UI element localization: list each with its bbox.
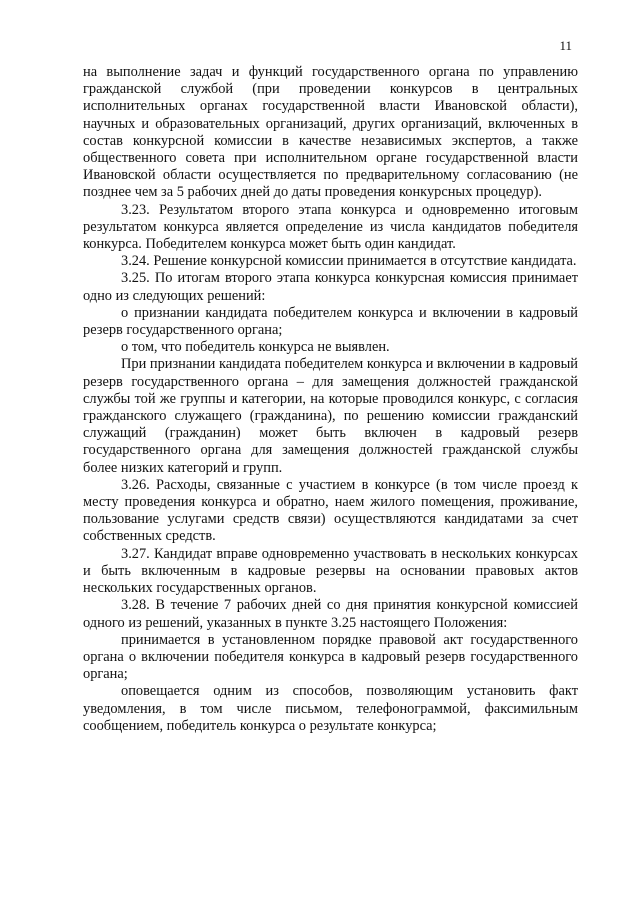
paragraph-reserve-note: При признании кандидата победителем конкурса и включении в кадровый резерв государственного органа – для замещения должностей гражданской службы той же группы и категории, на которые проводился конкурс, с согласия гражданского служащего (гражданина), по решению комиссии гражданский служащий (гражданин) может быть включен в кадровый резерв государственного органа для замещения должностей гражданской службы более низких категорий и групп. xyxy=(83,356,578,476)
document-body xyxy=(83,64,578,735)
paragraph-decision-winner: о признании кандидата победителем конкурса и включении в кадровый резерв государственного органа; xyxy=(83,304,578,339)
paragraph-3-24: 3.24. Решение конкурсной комиссии принимается в отсутствие кандидата. xyxy=(121,253,577,270)
paragraph-3-28: 3.28. В течение 7 рабочих дней со дня принятия конкурсной комиссией одного из решений, указанных в пункте 3.25 настоящего Положения: xyxy=(83,597,578,631)
paragraph-legal-act: принимается в установленном порядке правовой акт государственного органа о включении победителя конкурса в кадровый резерв государственного органа; xyxy=(83,631,578,683)
paragraph-decision-no-winner: о том, что победитель конкурса не выявлен. xyxy=(121,339,390,356)
page-number: 11 xyxy=(559,38,572,53)
paragraph-3-25: 3.25. По итогам второго этапа конкурса конкурсная комиссия принимает одно из следующих решений: xyxy=(83,270,578,304)
paragraph-notification: оповещается одним из способов, позволяющим установить факт уведомления, в том числе письмом, телефонограммой, факсимильным сообщением, победитель конкурса о результате конкурса; xyxy=(83,683,578,734)
paragraph: на выполнение задач и функций государственного органа по управлению гражданской службой (при проведении конкурсов в центральных исполнительных органах государственной власти Ивановской области), научных и образовательных организаций, других организаций, включенных в состав конкурсной комиссии в качестве независимых экспертов, а также общественного совета при исполнительном органе государственной власти Ивановской области осуществляется по предварительному согласованию (не позднее чем за 5 рабочих дней до даты проведения конкурсных процедур). xyxy=(83,64,578,201)
paragraph-3-27: 3.27. Кандидат вправе одновременно участвовать в нескольких конкурсах и быть включенным в кадровые резервы на основании правовых актов нескольких государственных органов. xyxy=(83,545,578,597)
paragraph-3-23: 3.23. Результатом второго этапа конкурса и одновременно итоговым результатом конкурса является определение из числа кандидатов победителя конкурса. Победителем конкурса может быть один кандидат. xyxy=(83,201,578,253)
paragraph-3-26: 3.26. Расходы, связанные с участием в конкурсе (в том числе проезд к месту проведения конкурса и обратно, наем жилого помещения, проживание, пользование услугами средств связи) осуществляются кандидатами за счет собственных средств. xyxy=(83,476,578,545)
